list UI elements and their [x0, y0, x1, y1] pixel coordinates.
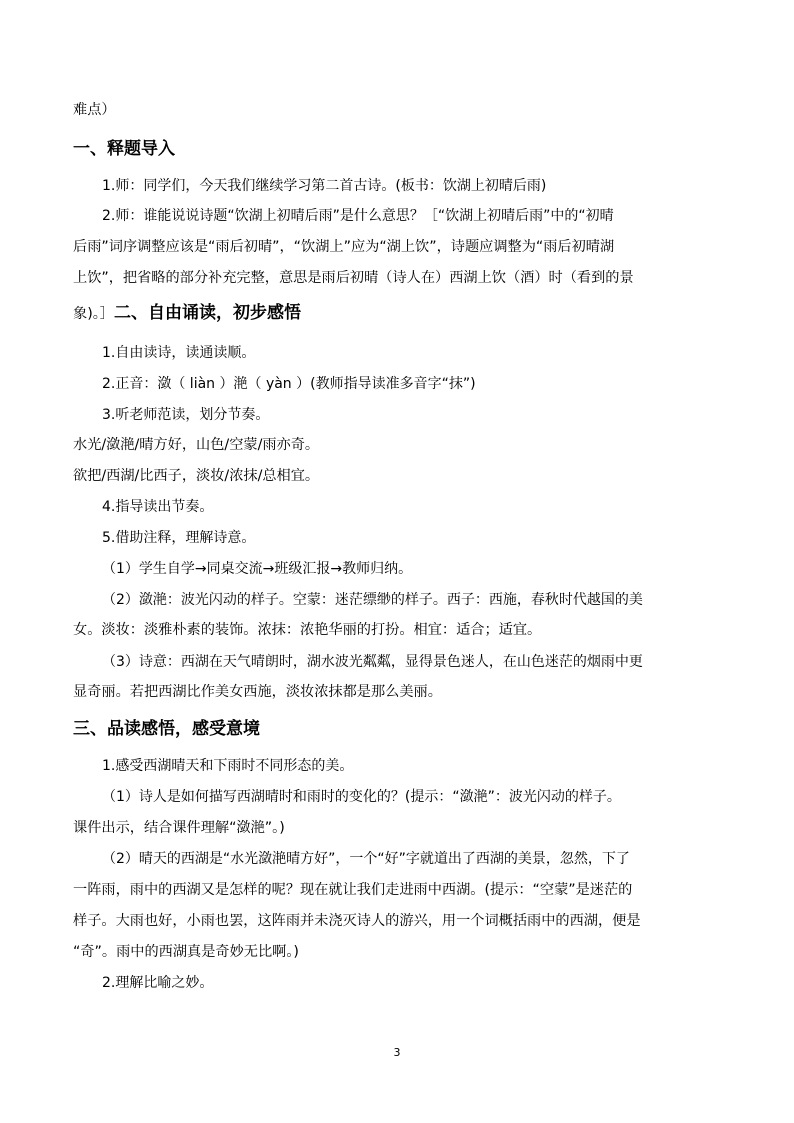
- paragraph-line: 样子。大雨也好，小雨也罢，这阵雨并未浇灭诗人的游兴，用一个词概括雨中的西湖，便是: [73, 913, 641, 929]
- paragraph-line: 1.自由读诗，读通读顺。: [102, 345, 256, 361]
- top-fragment: 难点）: [73, 102, 116, 118]
- paragraph-line: 2.师：谁能说说诗题“饮湖上初晴后雨”是什么意思？［“饮湖上初晴后雨”中的“初晴: [102, 208, 614, 224]
- section-heading-3: 三、品读感悟，感受意境: [73, 719, 260, 739]
- paragraph-line: （1）诗人是如何描写西湖晴时和雨时的变化的？(提示：“潋滟”：波光闪动的样子。: [102, 789, 621, 805]
- paragraph-line: 女。淡妆：淡雅朴素的装饰。浓抹：浓艳华丽的打扮。相宜：适合；适宜。: [73, 622, 542, 638]
- paragraph-line: “奇”。雨中的西湖真是奇妙无比啊。): [73, 944, 299, 960]
- paragraph-line: 一阵雨，雨中的西湖又是怎样的呢？现在就让我们走进雨中西湖。(提示：“空蒙”是迷茫的: [73, 882, 633, 898]
- paragraph-line: 5.借助注释，理解诗意。: [102, 530, 256, 546]
- paragraph-line: 上饮”，把省略的部分补充完整，意思是雨后初晴（诗人在）西湖上饮（酒）时（看到的景: [73, 270, 634, 286]
- poem-line: 欲把/西湖/比西子，淡妆/浓抹/总相宜。: [73, 468, 320, 484]
- section-heading-2: 二、自由诵读，初步感悟: [114, 303, 301, 323]
- paragraph-line: 后雨”词序调整应该是“雨后初晴”，“饮湖上”应为“湖上饮”，诗题应调整为“雨后初晴湖: [73, 239, 615, 255]
- page-number: 3: [393, 1046, 401, 1059]
- paragraph-line: （2）晴天的西湖是“水光潋滟晴方好”，一个“好”字就道出了西湖的美景，忽然，下了: [102, 851, 630, 867]
- paragraph-line: 显奇丽。若把西湖比作美女西施，淡妆浓抹都是那么美丽。: [73, 684, 442, 700]
- paragraph-fragment: 象)。］: [73, 306, 114, 322]
- paragraph-line: 4.指导读出节奏。: [102, 499, 214, 515]
- poem-line: 水光/潋滟/晴方好，山色/空蒙/雨亦奇。: [73, 437, 320, 453]
- paragraph-line: （1）学生自学→同桌交流→班级汇报→教师归纳。: [102, 561, 413, 577]
- paragraph-line: 1.感受西湖晴天和下雨时不同形态的美。: [102, 758, 354, 774]
- paragraph-line-with-heading: [73, 303, 301, 324]
- paragraph-line: 课件出示，结合课件理解“潋滟”。): [73, 820, 285, 836]
- paragraph-line: 1.师：同学们，今天我们继续学习第二首古诗。(板书：饮湖上初晴后雨): [102, 178, 547, 194]
- paragraph-line: （2）潋滟：波光闪动的样子。空蒙：迷茫缥缈的样子。西子：西施，春秋时代越国的美: [102, 592, 643, 608]
- paragraph-line: 2.正音：潋（ liàn ）滟（ yàn ）(教师指导读准多音字“抹”): [102, 376, 476, 392]
- paragraph-line: 2.理解比喻之妙。: [102, 975, 214, 991]
- paragraph-line: （3）诗意：西湖在天气晴朗时，湖水波光粼粼，显得景色迷人，在山色迷茫的烟雨中更: [102, 654, 643, 670]
- paragraph-line: 3.听老师范读，划分节奏。: [102, 407, 270, 423]
- section-heading-1: 一、释题导入: [73, 139, 175, 159]
